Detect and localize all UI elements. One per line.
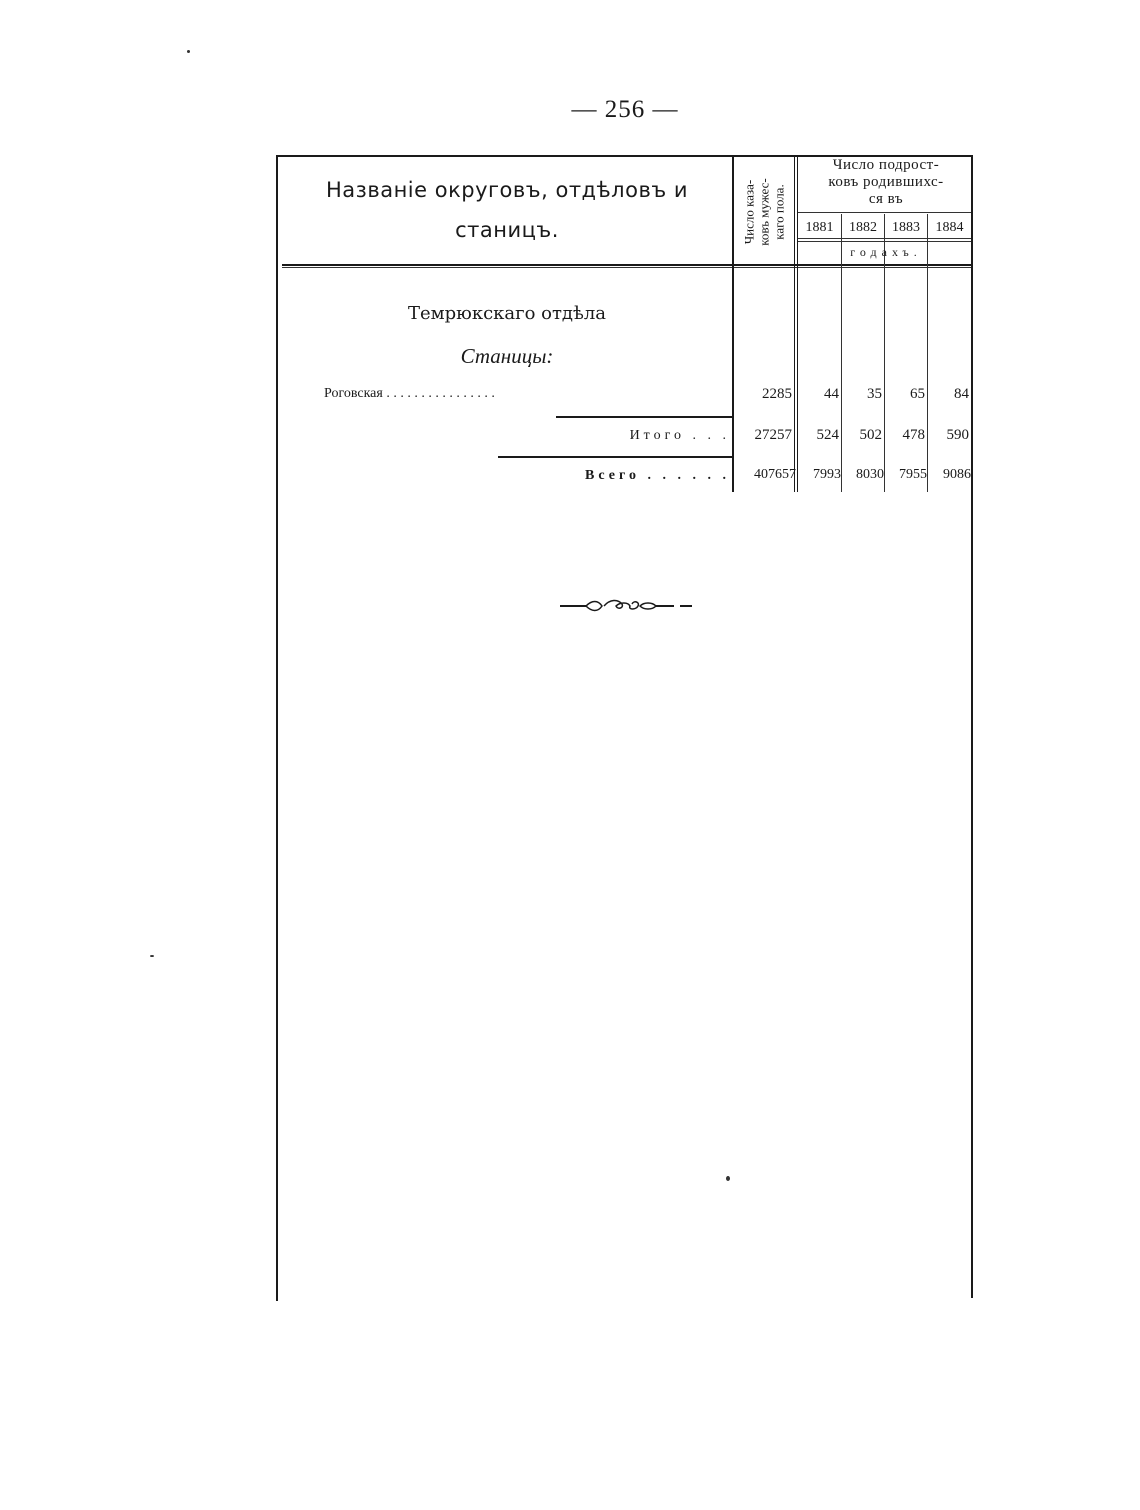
row-1881: 44 — [824, 386, 839, 402]
subtotal-1882: 502 — [859, 427, 882, 443]
scan-speck — [726, 1176, 730, 1181]
subtotal-rule — [556, 416, 732, 418]
year-row-top-rule — [798, 212, 971, 213]
cossack-count-header — [732, 160, 796, 264]
total-1882: 8030 — [856, 467, 884, 482]
cossack-header-line-2: ковъ мужес- — [756, 178, 772, 246]
year-header-1884: 1884 — [935, 220, 964, 235]
units-header: годахъ. — [850, 245, 922, 259]
subtotal-1881: 524 — [816, 427, 839, 443]
youth-header-line-2: ковъ родившихс- — [828, 174, 944, 190]
year-row-bottom-rule-inner — [798, 241, 971, 242]
total-cossacks: 407657 — [754, 467, 796, 482]
row-1884: 84 — [954, 386, 969, 402]
subtotal-1883: 478 — [902, 427, 925, 443]
name-column-header — [282, 170, 732, 250]
total-1881: 7993 — [813, 467, 841, 482]
total-1883: 7955 — [899, 467, 927, 482]
section-title: Темрюкскаго отдѣла — [407, 303, 607, 324]
year-row-bottom-rule — [798, 238, 971, 239]
subtotal-label: Итого . . . — [629, 428, 730, 443]
page-number: — 256 — — [571, 96, 679, 123]
subtotal-1884: 590 — [946, 427, 969, 443]
cossack-header-line-3: каго пола. — [771, 184, 787, 240]
year-header-1881: 1881 — [805, 220, 834, 235]
year-header-1883: 1883 — [892, 220, 920, 235]
section-subtitle: Станицы: — [460, 344, 554, 368]
name-header-line-2: станицъ. — [455, 218, 559, 242]
total-1884: 9086 — [943, 467, 971, 482]
scan-speck — [150, 955, 154, 957]
year-header-1882: 1882 — [849, 220, 877, 235]
header-rule-inner — [282, 267, 971, 268]
name-header-line-1: Названіе округовъ, отдѣловъ и — [326, 178, 688, 202]
row-cossacks: 2285 — [762, 386, 792, 402]
youth-header-line-3: ся въ — [868, 191, 904, 207]
row-1882: 35 — [867, 386, 882, 402]
table-left-border — [276, 155, 278, 1301]
row-label: Роговская . . . . . . . . . . . . . . . . — [324, 386, 495, 401]
table-right-border — [971, 155, 973, 1298]
total-rule — [498, 456, 732, 458]
subtotal-cossacks: 27257 — [754, 427, 792, 443]
row-1883: 65 — [910, 386, 925, 402]
youth-header-line-1: Число подрост- — [832, 157, 940, 173]
total-label: Всего . . . . . . — [585, 468, 730, 483]
youth-group-header — [800, 157, 972, 208]
scan-speck — [187, 50, 190, 53]
decorative-ornament — [558, 596, 694, 616]
header-rule — [282, 264, 971, 266]
cossack-header-line-1: Число каза- — [741, 179, 757, 245]
